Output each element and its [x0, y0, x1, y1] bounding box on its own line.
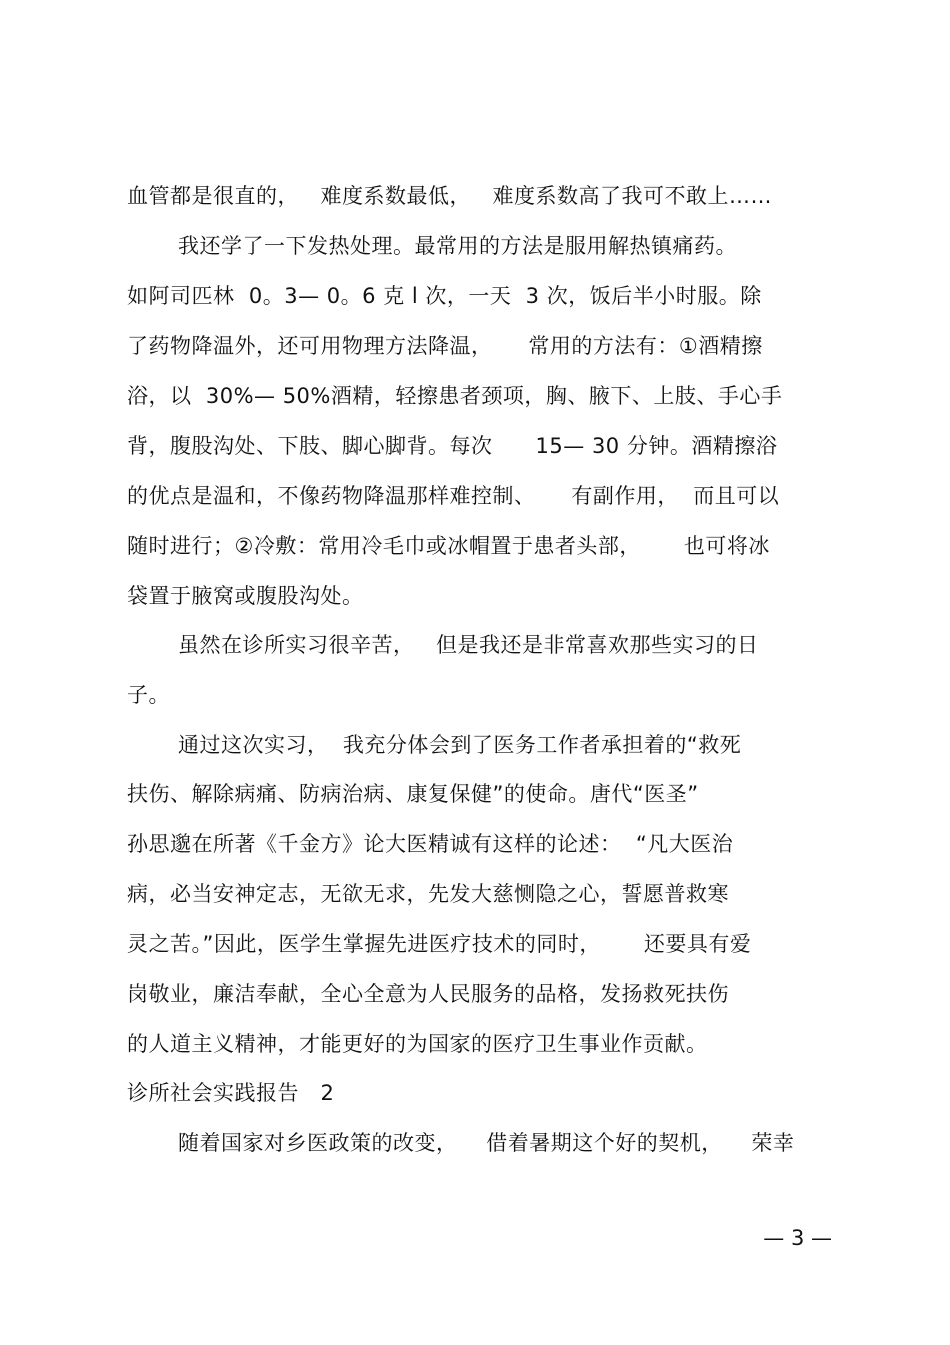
- text-line: 随时进行；②冷敷：常用冷毛巾或冰帽置于患者头部， 也可将冰: [127, 534, 770, 558]
- text-line: 子。: [127, 683, 170, 707]
- paragraph-start-line: 我还学了一下发热处理。最常用的方法是服用解热镇痛药。: [178, 234, 737, 258]
- text-line: 血管都是很直的， 难度系数最低， 难度系数高了我可不敢上……: [127, 184, 773, 208]
- text-line: 病，必当安神定志，无欲无求，先发大慈恻隐之心，誓愿普救寒: [127, 882, 729, 906]
- text-line: 的人道主义精神，才能更好的为国家的医疗卫生事业作贡献。: [127, 1032, 708, 1056]
- text-line: 扶伤、解除病痛、防病治病、康复保健”的使命。唐代“医圣”: [127, 782, 699, 806]
- text-line: 岗敬业，廉洁奉献，全心全意为人民服务的品格，发扬救死扶伤: [127, 982, 729, 1006]
- paragraph-start-line: 通过这次实习， 我充分体会到了医务工作者承担着的“救死: [178, 733, 742, 757]
- text-line: 袋置于腋窝或腹股沟处。: [127, 584, 364, 608]
- text-line: 如阿司匹林 0。3— 0。6 克 l 次，一天 3 次，饭后半小时服。除: [127, 284, 762, 308]
- text-line: 浴，以 30%— 50%酒精，轻擦患者颈项，胸、腋下、上肢、手心手: [127, 384, 783, 408]
- text-line: 孙思邈在所著《千金方》论大医精诚有这样的论述： “凡大医治: [127, 832, 734, 856]
- paragraph-start-line: 随着国家对乡医政策的改变， 借着暑期这个好的契机， 荣幸: [178, 1131, 795, 1155]
- text-line: 的优点是温和，不像药物降温那样难控制、 有副作用， 而且可以: [127, 484, 780, 508]
- paragraph-start-line: 虽然在诊所实习很辛苦， 但是我还是非常喜欢那些实习的日: [178, 633, 759, 657]
- text-line: 了药物降温外，还可用物理方法降温， 常用的方法有：①酒精擦: [127, 334, 763, 358]
- section-heading: 诊所社会实践报告 2: [127, 1081, 335, 1105]
- text-line: 灵之苦。”因此，医学生掌握先进医疗技术的同时， 还要具有爱: [127, 932, 752, 956]
- text-line: 背，腹股沟处、下肢、脚心脚背。每次 15— 30 分钟。酒精擦浴: [127, 434, 778, 458]
- page-number: — 3 —: [763, 1226, 832, 1250]
